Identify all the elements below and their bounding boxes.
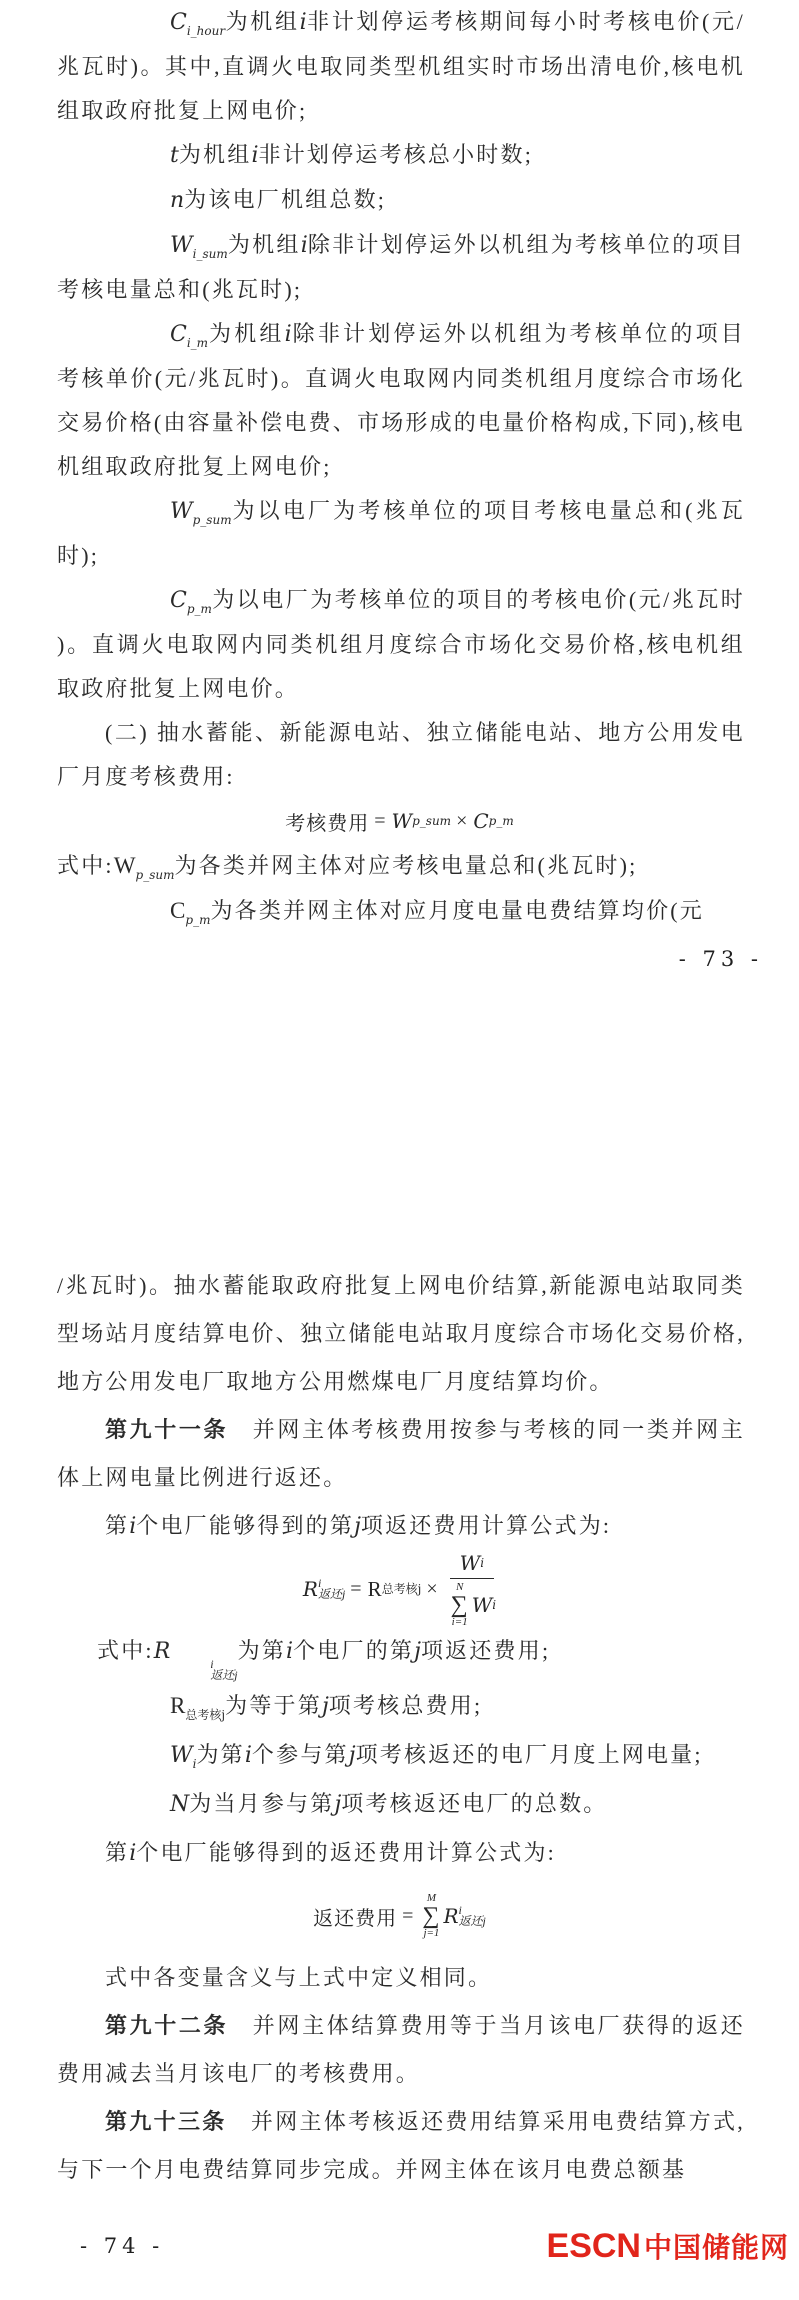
paragraph bbox=[57, 178, 745, 223]
paragraph bbox=[57, 1502, 745, 1551]
text-segment: 项考核返还电厂的总数。 bbox=[341, 1791, 608, 1816]
text-segment: 为机组 bbox=[208, 321, 285, 346]
text-segment: i bbox=[299, 10, 307, 35]
text-segment: t bbox=[170, 143, 179, 168]
text-segment: i bbox=[284, 322, 292, 347]
page-74-text-block-3 bbox=[0, 1954, 799, 2194]
text-segment: 为以电厂为考核单位的项目考核电量总和(兆瓦时); bbox=[57, 498, 745, 568]
paragraph bbox=[57, 133, 745, 178]
text-segment: C bbox=[170, 897, 186, 923]
text-segment: 为当月参与第 bbox=[189, 1791, 335, 1816]
logo-text-escn: ESCN bbox=[546, 2227, 641, 2265]
paragraph bbox=[57, 312, 745, 489]
page-number-73: - 73 - bbox=[678, 947, 763, 971]
text-segment: 并网主体结算费用等于当月该电厂获得的返还费用减去当月该电厂的考核费用。 bbox=[57, 2013, 745, 2086]
text-segment: j bbox=[334, 1792, 342, 1817]
paragraph bbox=[57, 489, 745, 578]
text-segment: p_m bbox=[185, 913, 211, 927]
text-segment: j bbox=[348, 1743, 356, 1768]
text-segment: W bbox=[113, 852, 136, 878]
paragraph bbox=[57, 1780, 745, 1829]
text-segment: 为机组 bbox=[178, 142, 252, 167]
text-segment: 第九十二条 bbox=[105, 2013, 229, 2038]
paragraph bbox=[57, 1681, 745, 1731]
paragraph bbox=[57, 1262, 745, 1406]
paragraph bbox=[57, 843, 745, 888]
var-r-return-scripts bbox=[318, 1578, 345, 1600]
text-segment: i bbox=[192, 1757, 197, 1771]
text-segment: 式中: bbox=[57, 853, 114, 878]
page-74 bbox=[0, 1262, 799, 2194]
var-r-return: R bbox=[443, 1904, 459, 1928]
var-r-total: R bbox=[367, 1576, 382, 1601]
equals-sign: = bbox=[350, 1577, 363, 1600]
sigma-icon: ∑ bbox=[422, 1903, 441, 1929]
text-segment: j bbox=[354, 1514, 361, 1539]
text-segment: 为第 bbox=[196, 1742, 245, 1767]
var-r-return-scripts bbox=[459, 1905, 486, 1927]
text-segment: p_m bbox=[186, 602, 212, 616]
paragraph bbox=[57, 2002, 745, 2098]
paragraph bbox=[57, 0, 745, 133]
text-segment: 为以电厂为考核单位的项目的考核电价(元/兆瓦时)。直调火电取网内同类机组月度综合市场化交易价格,核电机组取政府批复上网电价。 bbox=[57, 587, 745, 701]
text-segment: i bbox=[244, 1743, 252, 1768]
var-r-return-sub: 返还j bbox=[317, 1587, 346, 1601]
paragraph bbox=[57, 1954, 745, 2002]
text-segment: i_hour bbox=[186, 24, 226, 38]
text-segment: N bbox=[170, 1792, 190, 1817]
text-segment: C bbox=[170, 322, 187, 347]
var-r-return-sup: i bbox=[458, 1903, 462, 1917]
escn-logo bbox=[547, 2226, 789, 2266]
text-segment: i bbox=[129, 1841, 137, 1866]
text-segment: 式中: bbox=[97, 1638, 154, 1663]
sigma-upper-limit: N bbox=[455, 1580, 464, 1593]
formula-assessment-fee: 考核费用 = W p_sum × C p_m bbox=[0, 799, 799, 843]
text-segment: 除非计划停运外以机组为考核单位的项目考核单价(元/兆瓦时)。直调火电取网内同类机组月度综合市场化交易价格(由容量补偿电费、市场形成的电量价格构成,下同),核电机组取政府批复上网电价; bbox=[57, 321, 745, 479]
footer bbox=[0, 2226, 799, 2266]
page-73-text-block-2 bbox=[0, 843, 799, 933]
text-segment: i bbox=[251, 143, 259, 168]
text-segment: 式中各变量含义与上式中定义相同。 bbox=[105, 1965, 493, 1990]
text-segment: 总考核j bbox=[185, 1708, 226, 1722]
text-segment: 为各类并网主体对应月度电量电费结算均价(元 bbox=[210, 898, 704, 923]
text-segment: i bbox=[286, 1639, 294, 1664]
page-74-text-block-1 bbox=[0, 1262, 799, 1551]
paragraph bbox=[57, 1731, 745, 1780]
text-segment: 为各类并网主体对应考核电量总和(兆瓦时); bbox=[174, 853, 638, 878]
text-segment: (二) 抽水蓄能、新能源电站、独立储能电站、地方公用发电厂月度考核费用: bbox=[57, 720, 745, 789]
sigma-operator bbox=[422, 1893, 440, 1939]
paragraph bbox=[57, 1829, 745, 1878]
fraction-numerator: W i bbox=[450, 1551, 494, 1579]
equals-sign: = bbox=[374, 809, 387, 832]
var-c: C bbox=[473, 809, 489, 833]
equals-sign: = bbox=[402, 1904, 415, 1927]
text-segment: 第 bbox=[105, 1840, 130, 1865]
text-segment: R bbox=[153, 1639, 171, 1664]
text-segment: p_sum bbox=[135, 868, 175, 882]
text-segment: 项考核返还的电厂月度上网电量; bbox=[355, 1742, 703, 1767]
text-segment: 非计划停运考核期间每小时考核电价(元/兆瓦时)。其中,直调火电取同类型机组实时市场出清电价,核电机组取政府批复上网电价; bbox=[57, 9, 745, 123]
text-segment: /兆瓦时)。抽水蓄能取政府批复上网电价结算,新能源电站取同类型场站月度结算电价、独立储能电站取月度综合市场化交易价格,地方公用发电厂取地方公用燃煤电厂月度结算均价。 bbox=[57, 1273, 745, 1394]
text-segment: 项考核总费用; bbox=[328, 1693, 483, 1718]
text-segment: n bbox=[170, 188, 185, 213]
text-segment: C bbox=[170, 10, 187, 35]
text-segment: 个电厂能够得到的返还费用计算公式为: bbox=[136, 1840, 556, 1865]
paragraph bbox=[57, 711, 745, 799]
text-segment: 非计划停运考核总小时数; bbox=[258, 142, 534, 167]
logo-text-cn: 中国储能网 bbox=[643, 2232, 789, 2263]
sigma-icon: ∑ bbox=[450, 1591, 469, 1618]
var-r-return-sup: i bbox=[317, 1576, 322, 1590]
fraction bbox=[448, 1551, 497, 1628]
times-sign: × bbox=[426, 1577, 439, 1600]
paragraph bbox=[57, 578, 745, 711]
sigma-lower-limit: j=1 bbox=[423, 1927, 440, 1939]
text-segment: 个电厂的第 bbox=[293, 1638, 415, 1663]
text-segment: R bbox=[170, 1692, 186, 1718]
text-segment: 项返还费用; bbox=[420, 1638, 551, 1663]
text-segment: 并网主体考核返还费用结算采用电费结算方式,与下一个月电费结算同步完成。并网主体在该月电费总额基 bbox=[57, 2109, 745, 2182]
sigma-lower-limit: i=1 bbox=[451, 1615, 468, 1628]
sigma-upper-limit: M bbox=[426, 1892, 437, 1904]
text-segment: W bbox=[170, 233, 193, 258]
text-segment: 为机组 bbox=[225, 9, 300, 34]
text-segment: 除非计划停运外以机组为考核单位的项目考核电量总和(兆瓦时); bbox=[57, 232, 745, 302]
text-segment: 第九十三条 bbox=[105, 2109, 227, 2134]
formula-lhs: 考核费用 bbox=[285, 812, 370, 835]
text-segment: i_sum bbox=[192, 247, 228, 261]
text-segment: i bbox=[300, 233, 308, 258]
text-segment: p_sum bbox=[192, 513, 232, 527]
text-segment: W bbox=[170, 499, 193, 524]
paragraph bbox=[57, 1627, 745, 1681]
fraction-denominator: N ∑ i=1 W i bbox=[450, 1580, 497, 1628]
inline-supsub: i 返还j bbox=[210, 1657, 238, 1682]
var-w: W bbox=[471, 1592, 493, 1617]
var-w: W bbox=[459, 1550, 481, 1575]
var-w: W bbox=[391, 809, 413, 833]
text-segment: 为第 bbox=[237, 1638, 287, 1663]
text-segment: 项返还费用计算公式为: bbox=[360, 1513, 612, 1538]
paragraph bbox=[57, 223, 745, 312]
text-segment: 个参与第 bbox=[251, 1742, 349, 1767]
paragraph bbox=[57, 1406, 745, 1502]
page-74-text-block-2 bbox=[0, 1627, 799, 1878]
text-segment: j bbox=[321, 1694, 329, 1719]
text-segment: W bbox=[170, 1743, 193, 1768]
text-segment: j bbox=[414, 1639, 421, 1664]
paragraph bbox=[57, 2098, 745, 2194]
text-segment: 并网主体考核费用按参与考核的同一类并网主体上网电量比例进行返还。 bbox=[57, 1417, 745, 1490]
var-r-return-sub: 返还j bbox=[458, 1914, 486, 1928]
text-segment: 为机组 bbox=[227, 232, 301, 257]
page-number-74: - 74 - bbox=[80, 2234, 165, 2258]
formula-lhs: 返还费用 bbox=[313, 1907, 398, 1930]
page-73-text-block-1 bbox=[0, 0, 799, 799]
formula-return-fee: R i 返还j = R 总考核j × W i N ∑ i=1 W i bbox=[302, 1550, 497, 1628]
formula-total-return bbox=[0, 1878, 799, 1954]
sigma-operator bbox=[451, 1582, 469, 1628]
text-segment: 个电厂能够得到的第 bbox=[136, 1513, 355, 1538]
paragraph bbox=[57, 888, 745, 933]
text-segment: 为该电厂机组总数; bbox=[184, 187, 387, 212]
text-segment: 第 bbox=[105, 1513, 130, 1538]
text-segment: 为等于第 bbox=[225, 1693, 322, 1718]
var-r-return: R bbox=[302, 1577, 318, 1601]
text-segment: i_m bbox=[186, 336, 209, 350]
times-sign: × bbox=[456, 809, 469, 832]
text-segment: 第九十一条 bbox=[105, 1417, 229, 1442]
text-segment: C bbox=[170, 588, 187, 613]
text-segment: i bbox=[129, 1514, 137, 1539]
